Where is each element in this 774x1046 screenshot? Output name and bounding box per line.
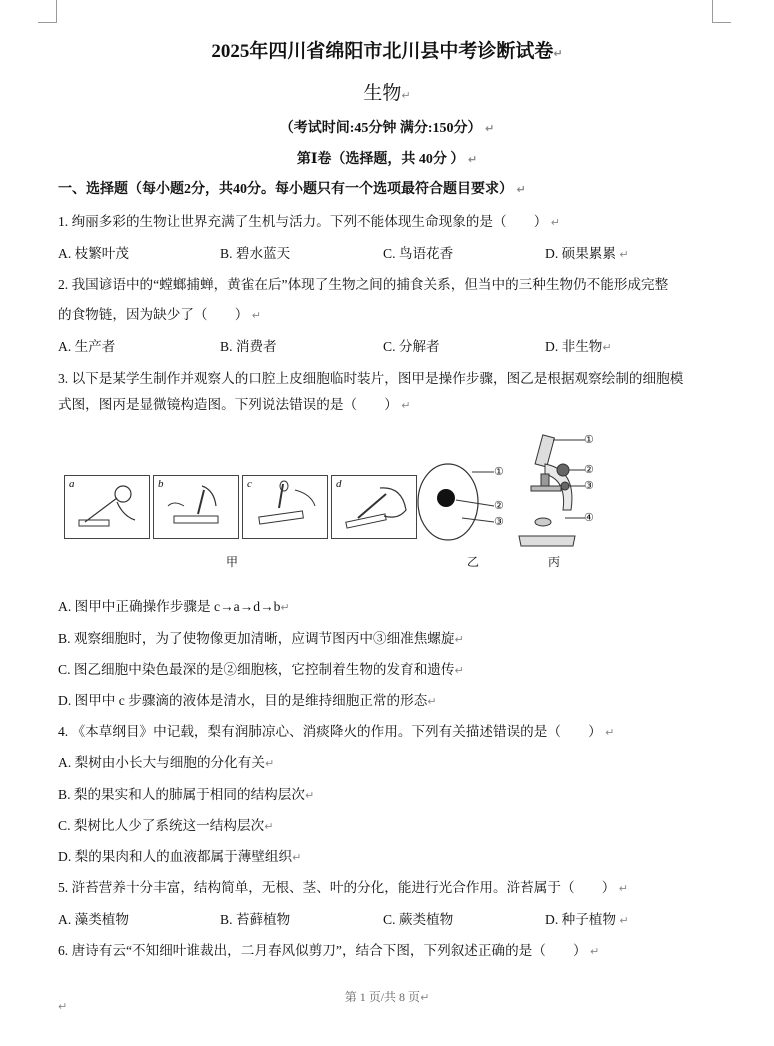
- figure-jia-panel-a: [64, 475, 150, 539]
- q3-option-c: C. 图乙细胞中染色最深的是②细胞核，它控制着生物的发育和遗传↵: [58, 662, 464, 677]
- q2-stem-line1: 2. 我国谚语中的“螳螂捕蝉，黄雀在后”体现了生物之间的捕食关系，但当中的三种生物仍不能形成完整: [58, 277, 669, 292]
- q3-option-a: A. 图甲中正确操作步骤是 c→a→d→b↵: [58, 599, 290, 614]
- q5-option-a: A. 藻类植物: [58, 912, 129, 927]
- microscope-diagram: [505, 430, 595, 552]
- figure-label-jia: 甲: [226, 555, 239, 569]
- q2-option-d: D. 非生物↵: [545, 339, 612, 354]
- q2-option-a: A. 生产者: [58, 339, 116, 354]
- panel-letter: a: [69, 478, 75, 490]
- figure-jia-panel-b: [153, 475, 239, 539]
- cell-callout-2: ②: [494, 500, 504, 512]
- subject-title: 生物↵: [363, 83, 411, 104]
- figure-label-bing: 丙: [548, 555, 561, 569]
- crop-mark-top-left: [38, 0, 57, 23]
- q4-option-b: B. 梨的果实和人的肺属于相同的结构层次↵: [58, 787, 315, 802]
- q3-option-d: D. 图甲中 c 步骤滴的液体是清水，目的是维持细胞正常的形态↵: [58, 693, 437, 708]
- swab-cheek-illustration: [65, 476, 149, 538]
- stain-drop-illustration: [154, 476, 238, 538]
- q4-option-a: A. 梨树由小长大与细胞的分化有关↵: [58, 755, 275, 770]
- paragraph-mark: ↵: [58, 1000, 68, 1013]
- q2-stem-line2: 的食物链，因为缺少了（ ） ↵: [58, 307, 261, 322]
- figure-label-yi: 乙: [467, 555, 480, 569]
- exam-info: （考试时间:45分钟 满分:150分） ↵: [279, 121, 495, 136]
- dropper-slide-illustration: [243, 476, 327, 538]
- q5-stem: 5. 浒苔营养十分丰富，结构简单，无根、茎、叶的分化，能进行光合作用。浒苔属于（ ） ↵: [58, 880, 628, 895]
- q3-option-b: B. 观察细胞时，为了使物像更加清晰，应调节图丙中③细准焦螺旋↵: [58, 631, 464, 646]
- q4-stem: 4. 《本草纲目》中记载，梨有润肺凉心、消痰降火的作用。下列有关描述错误的是（ ） ↵: [58, 724, 615, 739]
- scope-callout-4: ④: [584, 512, 594, 524]
- q1-option-d: D. 硕果累累 ↵: [545, 246, 629, 261]
- q5-option-b: B. 苔藓植物: [220, 912, 291, 927]
- q6-stem: 6. 唐诗有云“不知细叶谁裁出，二月春风似剪刀”，结合下图，下列叙述正确的是（ ） ↵: [58, 943, 600, 958]
- panel-letter: c: [247, 478, 252, 490]
- figure-jia-panel-d: [331, 475, 417, 539]
- part-heading: 第Ⅰ卷（选择题，共 40分 ） ↵: [296, 152, 478, 167]
- page-footer: 第 1 页/共 8 页↵: [344, 990, 430, 1004]
- q3-stem-line1: 3. 以下是某学生制作并观察人的口腔上皮细胞临时装片，图甲是操作步骤，图乙是根据观察绘制的细胞模: [58, 371, 684, 386]
- q3-stem-line2: 式图，图丙是显微镜构造图。下列说法错误的是（ ） ↵: [58, 397, 411, 412]
- figure-jia-panel-c: [242, 475, 328, 539]
- q1-option-b: B. 碧水蓝天: [220, 246, 291, 261]
- q4-option-d: D. 梨的果肉和人的血液都属于薄壁组织↵: [58, 849, 302, 864]
- q1-stem: 1. 绚丽多彩的生物让世界充满了生机与活力。下列不能体现生命现象的是（ ） ↵: [58, 214, 560, 229]
- cover-slip-illustration: [332, 476, 416, 538]
- scope-callout-2: ②: [584, 464, 594, 476]
- exam-title: 2025年四川省绵阳市北川县中考诊断试卷↵: [211, 41, 563, 62]
- q2-option-c: C. 分解者: [383, 339, 440, 354]
- scope-callout-3: ③: [584, 480, 594, 492]
- panel-letter: b: [158, 478, 164, 490]
- crop-mark-top-right: [712, 0, 731, 23]
- q5-option-d: D. 种子植物 ↵: [545, 912, 629, 927]
- q1-option-a: A. 枝繁叶茂: [58, 246, 129, 261]
- q5-option-c: C. 蕨类植物: [383, 912, 454, 927]
- panel-letter: d: [336, 478, 342, 490]
- section-heading: 一、选择题（每小题2分，共40分。每小题只有一个选项最符合题目要求） ↵: [58, 182, 526, 197]
- q1-option-c: C. 鸟语花香: [383, 246, 454, 261]
- cell-callout-3: ③: [494, 516, 504, 528]
- scope-callout-1: ①: [584, 434, 594, 446]
- q4-option-c: C. 梨树比人少了系统这一结构层次↵: [58, 818, 274, 833]
- cell-callout-1: ①: [494, 466, 504, 478]
- q2-option-b: B. 消费者: [220, 339, 277, 354]
